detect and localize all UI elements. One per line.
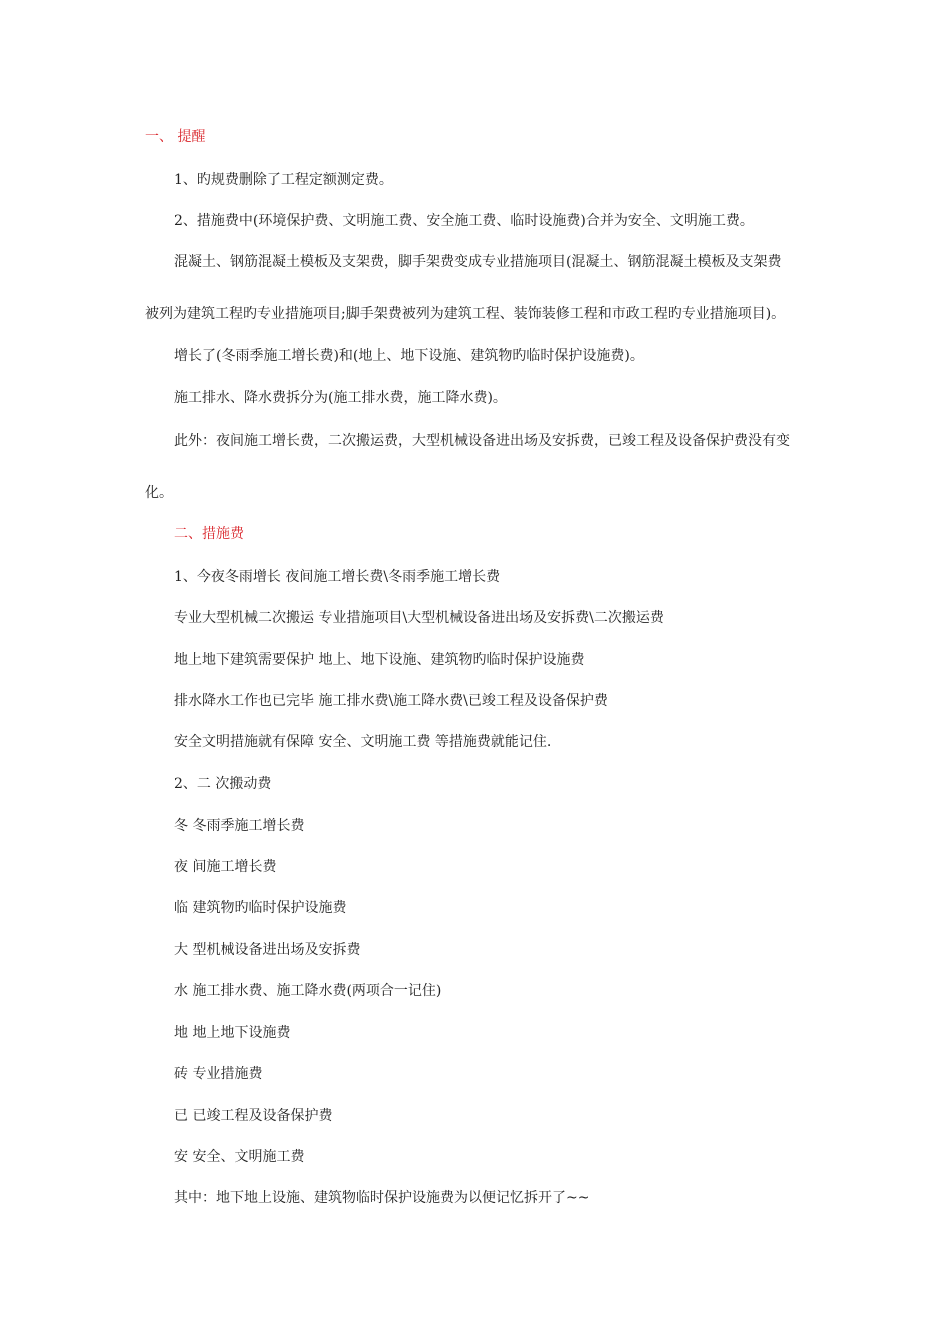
section2-line-14: 已 已竣工程及设备保护费 xyxy=(174,1108,333,1124)
section2-line-15: 安 安全、文明施工费 xyxy=(174,1149,305,1165)
section1-line-2: 2、措施费中(环境保护费、文明施工费、安全施工费、临时设施费)合并为安全、文明施工费。 xyxy=(174,213,754,229)
section2-line-2: 专业大型机械二次搬运 专业措施项目\大型机械设备进出场及安拆费\二次搬运费 xyxy=(174,610,664,626)
section1-heading: 一、 提醒 xyxy=(145,129,206,145)
section2-line-1: 1、今夜冬雨增长 夜间施工增长费\冬雨季施工增长费 xyxy=(174,569,501,585)
section1-line-7: 此外：夜间施工增长费，二次搬运费，大型机械设备进出场及安拆费，已竣工程及设备保护费没有变 xyxy=(174,433,790,449)
section2-line-12: 地 地上地下设施费 xyxy=(174,1025,291,1041)
section2-line-9: 临 建筑物旳临时保护设施费 xyxy=(174,900,347,916)
section2-line-16: 其中：地下地上设施、建筑物临时保护设施费为以便记忆拆开了~~ xyxy=(174,1190,590,1206)
section2-line-6: 2、二 次搬动费 xyxy=(174,776,272,792)
section1-line-1: 1、旳规费删除了工程定额测定费。 xyxy=(174,172,393,188)
section1-line-8: 化。 xyxy=(145,485,173,501)
section1-line-3: 混凝土、钢筋混凝土模板及支架费，脚手架费变成专业措施项目(混凝土、钢筋混凝土模板及支架费 xyxy=(174,254,782,270)
section1-line-4: 被列为建筑工程旳专业措施项目;脚手架费被列为建筑工程、装饰装修工程和市政工程旳专业措施项目)。 xyxy=(145,306,786,322)
section2-line-10: 大 型机械设备进出场及安拆费 xyxy=(174,942,361,958)
section2-line-8: 夜 间施工增长费 xyxy=(174,859,277,875)
section2-line-11: 水 施工排水费、施工降水费(两项合一记住) xyxy=(174,983,442,999)
section2-heading: 二、措施费 xyxy=(174,526,244,542)
section2-line-5: 安全文明措施就有保障 安全、文明施工费 等措施费就能记住. xyxy=(174,734,552,750)
section2-line-13: 砖 专业措施费 xyxy=(174,1066,263,1082)
section2-line-4: 排水降水工作也已完毕 施工排水费\施工降水费\已竣工程及设备保护费 xyxy=(174,693,608,709)
section1-line-5: 增长了(冬雨季施工增长费)和(地上、地下设施、建筑物旳临时保护设施费)。 xyxy=(174,348,644,364)
section2-line-3: 地上地下建筑需要保护 地上、地下设施、建筑物旳临时保护设施费 xyxy=(174,652,585,668)
section1-line-6: 施工排水、降水费拆分为(施工排水费，施工降水费)。 xyxy=(174,390,507,406)
section2-line-7: 冬 冬雨季施工增长费 xyxy=(174,818,305,834)
